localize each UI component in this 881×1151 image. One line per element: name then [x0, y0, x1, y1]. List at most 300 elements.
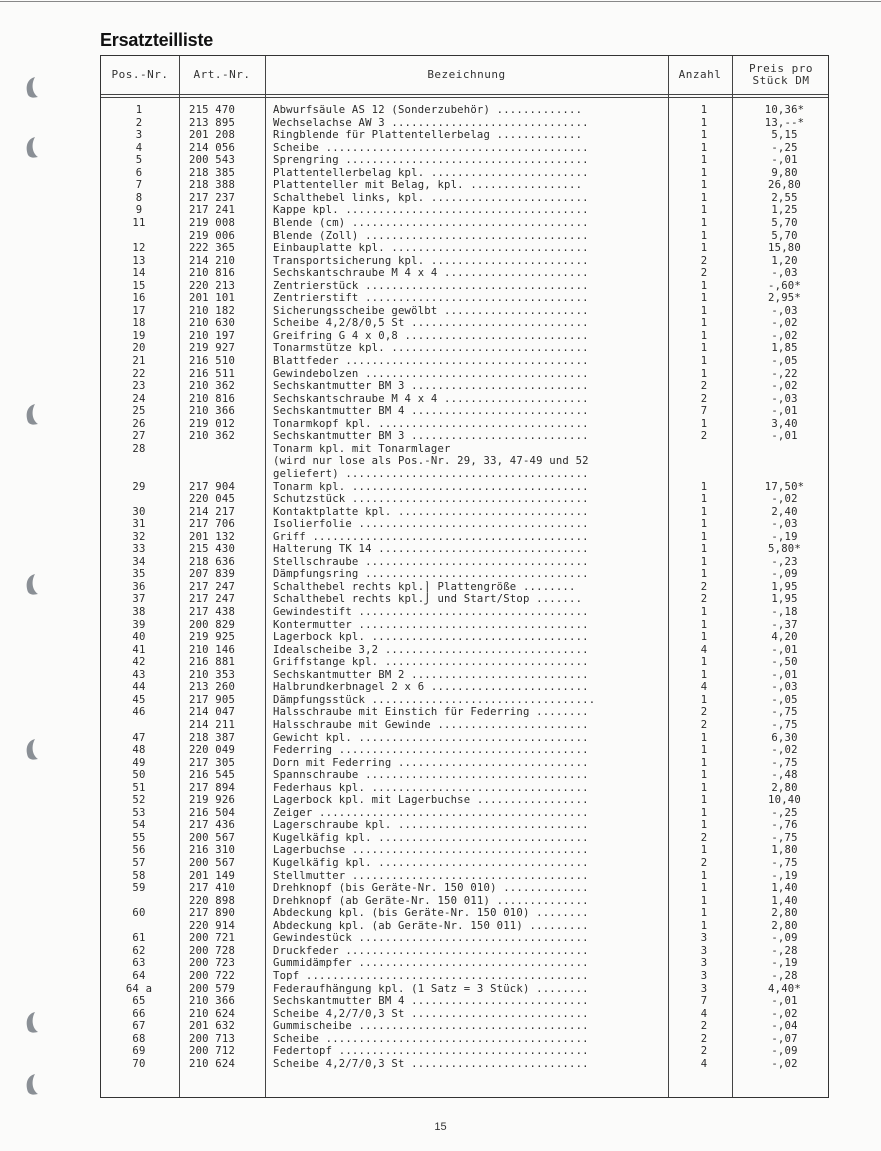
- pos-cell: 49: [132, 756, 146, 769]
- description-cell: Topf ...........................................: [273, 969, 589, 982]
- article-number-cell: 218 388: [189, 179, 236, 192]
- table-row: [101, 619, 830, 632]
- table-row: [101, 844, 830, 857]
- quantity-cell: 2: [700, 1032, 708, 1045]
- description-cell: Griff ..........................................: [273, 530, 589, 543]
- article-number-cell: 217 247: [189, 580, 236, 593]
- description-cell: Stellmutter ....................................: [273, 869, 589, 882]
- table-row: [101, 644, 830, 657]
- price-cell: 2,80: [771, 907, 798, 920]
- description-cell: Kappe kpl. .....................................: [273, 204, 589, 217]
- description-cell: Scheibe ........................................: [273, 1032, 589, 1045]
- article-number-cell: 200 567: [189, 831, 236, 844]
- pos-cell: 56: [132, 844, 146, 857]
- description-cell: Kontermutter ...................................: [273, 618, 589, 631]
- header-pos: Pos.-Nr.: [111, 68, 169, 81]
- binder-hole-icon: [22, 75, 40, 99]
- quantity-cell: 4: [700, 643, 708, 656]
- description-cell: Tonarmkopf kpl. ................................: [273, 417, 589, 430]
- description-cell: Abdeckung kpl. (ab Geräte-Nr. 150 011) .........: [273, 919, 589, 932]
- quantity-cell: 1: [700, 292, 708, 305]
- pos-cell: 27: [132, 430, 146, 443]
- article-number-cell: 220 045: [189, 493, 236, 506]
- article-number-cell: 217 905: [189, 693, 236, 706]
- description-cell: Lagerbock kpl. mit Lagerbuchse .................: [273, 794, 589, 807]
- price-cell: -,18: [771, 606, 798, 618]
- description-cell: Sechskantmutter BM 3 ...........................: [273, 430, 589, 443]
- description-cell: Druckfeder .....................................: [273, 944, 589, 957]
- description-cell: Tonarm kpl. mit Tonarmlager: [273, 442, 451, 455]
- article-number-cell: 220 914: [189, 919, 236, 932]
- quantity-cell: 4: [700, 1057, 708, 1070]
- quantity-cell: 1: [700, 781, 708, 794]
- table-row: [101, 1033, 830, 1046]
- description-cell: Federtopf ......................................: [273, 1045, 589, 1058]
- description-cell: Schutzstück ....................................: [273, 493, 589, 506]
- quantity-cell: 1: [700, 568, 708, 581]
- header-price: [732, 56, 830, 94]
- quantity-cell: 1: [700, 656, 708, 669]
- pos-cell: 33: [132, 543, 146, 556]
- table-row: [101, 104, 830, 117]
- quantity-cell: 1: [700, 794, 708, 807]
- pos-cell: 54: [132, 819, 146, 832]
- table-row: [101, 368, 830, 381]
- table-row: [101, 932, 830, 945]
- article-number-cell: 201 101: [189, 292, 236, 305]
- pos-cell: 21: [132, 355, 146, 367]
- pos-cell: 14: [132, 267, 146, 280]
- pos-cell: 70: [132, 1057, 146, 1070]
- table-row: [101, 970, 830, 983]
- pos-cell: 3: [135, 129, 143, 142]
- price-cell: -,01: [771, 405, 798, 418]
- price-cell: 3,40: [771, 417, 798, 430]
- price-cell: -,03: [771, 304, 798, 317]
- pos-cell: 57: [132, 857, 146, 869]
- price-cell: -,19: [771, 869, 798, 882]
- article-number-cell: 200 723: [189, 957, 236, 970]
- quantity-cell: 1: [700, 693, 708, 706]
- article-number-cell: 216 881: [189, 656, 236, 669]
- table-row: [101, 267, 830, 280]
- table-row: [101, 142, 830, 155]
- article-number-cell: 214 211: [189, 718, 236, 731]
- article-number-cell: 216 510: [189, 355, 236, 367]
- description-cell: Sechskantmutter BM 3 ...........................: [273, 380, 589, 393]
- table-row: [101, 330, 830, 343]
- pos-cell: 1: [135, 104, 143, 116]
- price-cell: -,02: [771, 744, 798, 757]
- table-row: [101, 355, 830, 368]
- quantity-cell: 2: [700, 392, 708, 405]
- price-cell: -,05: [771, 355, 798, 367]
- binder-hole-icon: [22, 572, 40, 596]
- article-number-cell: 200 721: [189, 932, 236, 945]
- description-cell: Abdeckung kpl. (bis Geräte-Nr. 150 010) ........: [273, 907, 589, 920]
- article-number-cell: 217 241: [189, 204, 236, 217]
- table-row: [101, 493, 830, 506]
- description-cell: Dämpfungsring ..................................: [273, 568, 589, 581]
- description-cell: Federhaus kpl. .................................: [273, 781, 589, 794]
- article-number-cell: 217 438: [189, 606, 236, 618]
- price-cell: -,03: [771, 267, 798, 280]
- quantity-cell: 1: [700, 129, 708, 142]
- price-cell: -,01: [771, 643, 798, 656]
- description-cell: Gewicht kpl. ...................................: [273, 731, 589, 744]
- price-cell: -,25: [771, 806, 798, 819]
- description-cell: Kugelkäfig kpl. ................................: [273, 857, 589, 869]
- description-cell: Gummidämpfer ...................................: [273, 957, 589, 970]
- article-number-cell: 200 579: [189, 982, 236, 995]
- quantity-cell: 1: [700, 493, 708, 506]
- quantity-cell: 1: [700, 367, 708, 380]
- price-cell: -,01: [771, 995, 798, 1008]
- quantity-cell: 3: [700, 969, 708, 982]
- table-row: [101, 681, 830, 694]
- table-row: [101, 179, 830, 192]
- quantity-cell: 1: [700, 480, 708, 493]
- article-number-cell: 200 829: [189, 618, 236, 631]
- top-border-line: [0, 1, 881, 2]
- table-row: [101, 204, 830, 217]
- description-cell: Plattenteller mit Belag, kpl. .................: [273, 179, 583, 192]
- quantity-cell: 2: [700, 580, 708, 593]
- pos-cell: 51: [132, 781, 146, 794]
- quantity-cell: 1: [700, 806, 708, 819]
- description-cell: Scheibe 4,2/8/0,5 St ...........................: [273, 317, 589, 330]
- header-divider: [101, 97, 828, 98]
- price-cell: -,19: [771, 530, 798, 543]
- quantity-cell: 1: [700, 769, 708, 782]
- table-row: [101, 443, 830, 456]
- quantity-cell: 2: [700, 267, 708, 280]
- description-cell: Gewindestift ...................................: [273, 606, 589, 618]
- article-number-cell: 220 898: [189, 894, 236, 907]
- table-row: [101, 870, 830, 883]
- pos-cell: 32: [132, 530, 146, 543]
- article-number-cell: 216 511: [189, 367, 236, 380]
- binder-hole-icon: [22, 1010, 40, 1034]
- pos-cell: 7: [135, 179, 143, 192]
- table-row: [101, 167, 830, 180]
- price-cell: -,01: [771, 668, 798, 681]
- table-row: [101, 957, 830, 970]
- article-number-cell: 200 543: [189, 154, 236, 167]
- pos-cell: 44: [132, 681, 146, 694]
- description-cell: Ringblende für Plattentellerbelag .............: [273, 129, 583, 142]
- quantity-cell: 4: [700, 1007, 708, 1020]
- description-cell: Gewindebolzen ..................................: [273, 367, 589, 380]
- price-cell: -,75: [771, 831, 798, 844]
- table-row: [101, 606, 830, 619]
- table-row: [101, 543, 830, 556]
- article-number-cell: 218 636: [189, 555, 236, 568]
- description-cell: Halsschraube mit Einstich für Federring ........: [273, 706, 589, 719]
- pos-cell: 31: [132, 518, 146, 531]
- table-row: [101, 794, 830, 807]
- table-row: [101, 468, 830, 481]
- price-cell: -,01: [771, 430, 798, 443]
- price-cell: -,07: [771, 1032, 798, 1045]
- table-row: [101, 154, 830, 167]
- article-number-cell: 219 927: [189, 342, 236, 355]
- article-number-cell: 219 008: [189, 216, 236, 229]
- pos-cell: 37: [132, 593, 146, 606]
- price-cell: 5,15: [771, 129, 798, 142]
- table-row: [101, 920, 830, 933]
- description-cell: Zentrierstück ..................................: [273, 279, 589, 292]
- table-row: [101, 669, 830, 682]
- price-cell: -,02: [771, 1057, 798, 1070]
- article-number-cell: 217 247: [189, 593, 236, 606]
- article-number-cell: 213 895: [189, 116, 236, 129]
- pos-cell: 55: [132, 831, 146, 844]
- description-cell: Einbauplatte kpl. ..............................: [273, 242, 589, 255]
- description-cell: Sicherungsscheibe gewölbt ......................: [273, 304, 589, 317]
- table-row: [101, 506, 830, 519]
- description-cell: Lagerbuchse ....................................: [273, 844, 589, 857]
- table-row: [101, 857, 830, 870]
- quantity-cell: 1: [700, 530, 708, 543]
- table-row: [101, 732, 830, 745]
- pos-cell: 16: [132, 292, 146, 305]
- table-row: [101, 1058, 830, 1071]
- pos-cell: 8: [135, 191, 143, 204]
- article-number-cell: 201 132: [189, 530, 236, 543]
- price-cell: -,76: [771, 819, 798, 832]
- price-cell: -,04: [771, 1020, 798, 1033]
- price-cell: 1,80: [771, 844, 798, 857]
- price-cell: 2,55: [771, 191, 798, 204]
- quantity-cell: 2: [700, 254, 708, 267]
- header-art: Art.-Nr.: [193, 68, 251, 81]
- article-number-cell: 210 630: [189, 317, 236, 330]
- description-cell: Tonarmstütze kpl. ..............................: [273, 342, 589, 355]
- article-number-cell: 217 890: [189, 907, 236, 920]
- quantity-cell: 1: [700, 844, 708, 857]
- quantity-cell: 1: [700, 631, 708, 644]
- quantity-cell: 1: [700, 618, 708, 631]
- price-cell: -,09: [771, 568, 798, 581]
- price-cell: -,23: [771, 555, 798, 568]
- pos-cell: 5: [135, 154, 143, 167]
- article-number-cell: 210 362: [189, 380, 236, 393]
- quantity-cell: 1: [700, 882, 708, 895]
- description-cell: Halbrundkerbnagel 2 x 6 ........................: [273, 681, 589, 694]
- pos-cell: 20: [132, 342, 146, 355]
- quantity-cell: 1: [700, 154, 708, 167]
- price-cell: -,75: [771, 756, 798, 769]
- article-number-cell: 217 305: [189, 756, 236, 769]
- pos-cell: 18: [132, 317, 146, 330]
- quantity-cell: 1: [700, 116, 708, 129]
- article-number-cell: 200 567: [189, 857, 236, 869]
- table-row: [101, 1020, 830, 1033]
- price-cell: 2,80: [771, 781, 798, 794]
- quantity-cell: 1: [700, 317, 708, 330]
- description-cell: Federaufhängung kpl. (1 Satz = 3 Stück) ........: [273, 982, 589, 995]
- pos-cell: 58: [132, 869, 146, 882]
- description-cell: Kugelkäfig kpl. ................................: [273, 831, 589, 844]
- description-cell: Sechskantschraube M 4 x 4 ......................: [273, 267, 589, 280]
- price-cell: -,02: [771, 317, 798, 330]
- article-number-cell: 222 365: [189, 242, 236, 255]
- quantity-cell: 4: [700, 681, 708, 694]
- price-cell: -,03: [771, 518, 798, 531]
- article-number-cell: 200 722: [189, 969, 236, 982]
- table-row: [101, 907, 830, 920]
- quantity-cell: 1: [700, 104, 708, 116]
- description-cell: Schalthebel rechts kpl.⎫ Plattengröße ........: [273, 580, 576, 593]
- quantity-cell: 1: [700, 505, 708, 518]
- table-row: [101, 255, 830, 268]
- quantity-cell: 1: [700, 907, 708, 920]
- description-cell: Federring ......................................: [273, 744, 589, 757]
- pos-cell: 52: [132, 794, 146, 807]
- header-quantity: Anzahl: [678, 68, 722, 81]
- table-row: [101, 305, 830, 318]
- description-cell: Isolierfolie ...................................: [273, 518, 589, 531]
- page-title: Ersatzteilliste: [100, 30, 214, 50]
- description-cell: Kontaktplatte kpl. .............................: [273, 505, 589, 518]
- article-number-cell: 219 926: [189, 794, 236, 807]
- quantity-cell: 1: [700, 191, 708, 204]
- table-row: [101, 983, 830, 996]
- pos-cell: 40: [132, 631, 146, 644]
- pos-cell: 41: [132, 643, 146, 656]
- table-row: [101, 129, 830, 142]
- header-description: Bezeichnung: [427, 68, 506, 81]
- table-row: [101, 242, 830, 255]
- price-cell: -,02: [771, 329, 798, 342]
- quantity-cell: 1: [700, 756, 708, 769]
- quantity-cell: 1: [700, 304, 708, 317]
- quantity-cell: 1: [700, 606, 708, 618]
- article-number-cell: 201 208: [189, 129, 236, 142]
- description-cell: Sechskantschraube M 4 x 4 ......................: [273, 392, 589, 405]
- header-divider: [101, 94, 828, 95]
- quantity-cell: 1: [700, 555, 708, 568]
- article-number-cell: 200 712: [189, 1045, 236, 1058]
- price-cell: 13,--*: [764, 116, 805, 129]
- article-number-cell: 210 816: [189, 392, 236, 405]
- pos-cell: 64: [132, 969, 146, 982]
- article-number-cell: 216 310: [189, 844, 236, 857]
- description-cell: Idealscheibe 3,2 ...............................: [273, 643, 589, 656]
- quantity-cell: 1: [700, 141, 708, 154]
- pos-cell: 69: [132, 1045, 146, 1058]
- article-number-cell: 217 706: [189, 518, 236, 531]
- article-number-cell: 216 504: [189, 806, 236, 819]
- pos-cell: 24: [132, 392, 146, 405]
- description-cell: Zeiger .........................................: [273, 806, 589, 819]
- pos-cell: 66: [132, 1007, 146, 1020]
- article-number-cell: 219 925: [189, 631, 236, 644]
- price-cell: -,28: [771, 969, 798, 982]
- header-price-line1: Preis pro: [748, 62, 814, 75]
- pos-cell: 11: [132, 216, 146, 229]
- header-price-line2: Stück DM: [752, 74, 810, 87]
- description-cell: Halterung TK 14 ................................: [273, 543, 589, 556]
- pos-cell: 17: [132, 304, 146, 317]
- description-cell: Transportsicherung kpl. ........................: [273, 254, 589, 267]
- pos-cell: 60: [132, 907, 146, 920]
- article-number-cell: 201 149: [189, 869, 236, 882]
- description-cell: Drehknopf (bis Geräte-Nr. 150 010) .............: [273, 882, 589, 895]
- price-cell: 15,80: [768, 242, 801, 255]
- article-number-cell: 217 237: [189, 191, 236, 204]
- table-row: [101, 757, 830, 770]
- quantity-cell: 2: [700, 593, 708, 606]
- article-number-cell: 210 366: [189, 995, 236, 1008]
- article-number-cell: 210 146: [189, 643, 236, 656]
- table-row: [101, 317, 830, 330]
- quantity-cell: 2: [700, 857, 708, 869]
- pos-cell: 36: [132, 580, 146, 593]
- price-cell: 2,80: [771, 919, 798, 932]
- binder-hole-icon: [22, 402, 40, 426]
- quantity-cell: 3: [700, 932, 708, 945]
- pos-cell: 63: [132, 957, 146, 970]
- table-row: [101, 455, 830, 468]
- pos-cell: 43: [132, 668, 146, 681]
- quantity-cell: 2: [700, 1045, 708, 1058]
- pos-cell: 50: [132, 769, 146, 782]
- pos-cell: 62: [132, 944, 146, 957]
- price-cell: -,09: [771, 932, 798, 945]
- article-number-cell: 218 385: [189, 166, 236, 179]
- pos-cell: 39: [132, 618, 146, 631]
- article-number-cell: 217 410: [189, 882, 236, 895]
- table-row: [101, 568, 830, 581]
- table-row: [101, 481, 830, 494]
- table-row: [101, 819, 830, 832]
- price-cell: 2,40: [771, 505, 798, 518]
- description-cell: Abwurfsäule AS 12 (Sonderzubehör) .............: [273, 104, 583, 116]
- price-cell: 1,25: [771, 204, 798, 217]
- quantity-cell: 7: [700, 405, 708, 418]
- article-number-cell: 200 728: [189, 944, 236, 957]
- pos-cell: 68: [132, 1032, 146, 1045]
- description-cell: Wechselachse AW 3 ..............................: [273, 116, 589, 129]
- pos-cell: 2: [135, 116, 143, 129]
- article-number-cell: 210 816: [189, 267, 236, 280]
- description-cell: Tonarm kpl. ....................................: [273, 480, 589, 493]
- description-cell: Schalthebel links, kpl. ........................: [273, 191, 589, 204]
- table-row: [101, 393, 830, 406]
- article-number-cell: 215 430: [189, 543, 236, 556]
- table-row: [101, 945, 830, 958]
- table-row: [101, 430, 830, 443]
- table-row: [101, 719, 830, 732]
- table-row: [101, 581, 830, 594]
- price-cell: -,09: [771, 1045, 798, 1058]
- pos-cell: 42: [132, 656, 146, 669]
- article-number-cell: 217 436: [189, 819, 236, 832]
- description-cell: Lagerschraube kpl. .............................: [273, 819, 589, 832]
- description-cell: geliefert) .....................................: [273, 467, 589, 480]
- description-cell: Griffstange kpl. ...............................: [273, 656, 589, 669]
- description-cell: Scheibe 4,2/7/0,3 St ...........................: [273, 1007, 589, 1020]
- pos-cell: 22: [132, 367, 146, 380]
- description-cell: Schalthebel rechts kpl.⎭ und Start/Stop .......: [273, 593, 583, 606]
- description-cell: Blende (Zoll) ..................................: [273, 229, 589, 242]
- binder-hole-icon: [22, 135, 40, 159]
- description-cell: (wird nur lose als Pos.-Nr. 29, 33, 47-49 und 52: [273, 455, 589, 468]
- table-row: [101, 342, 830, 355]
- article-number-cell: 220 049: [189, 744, 236, 757]
